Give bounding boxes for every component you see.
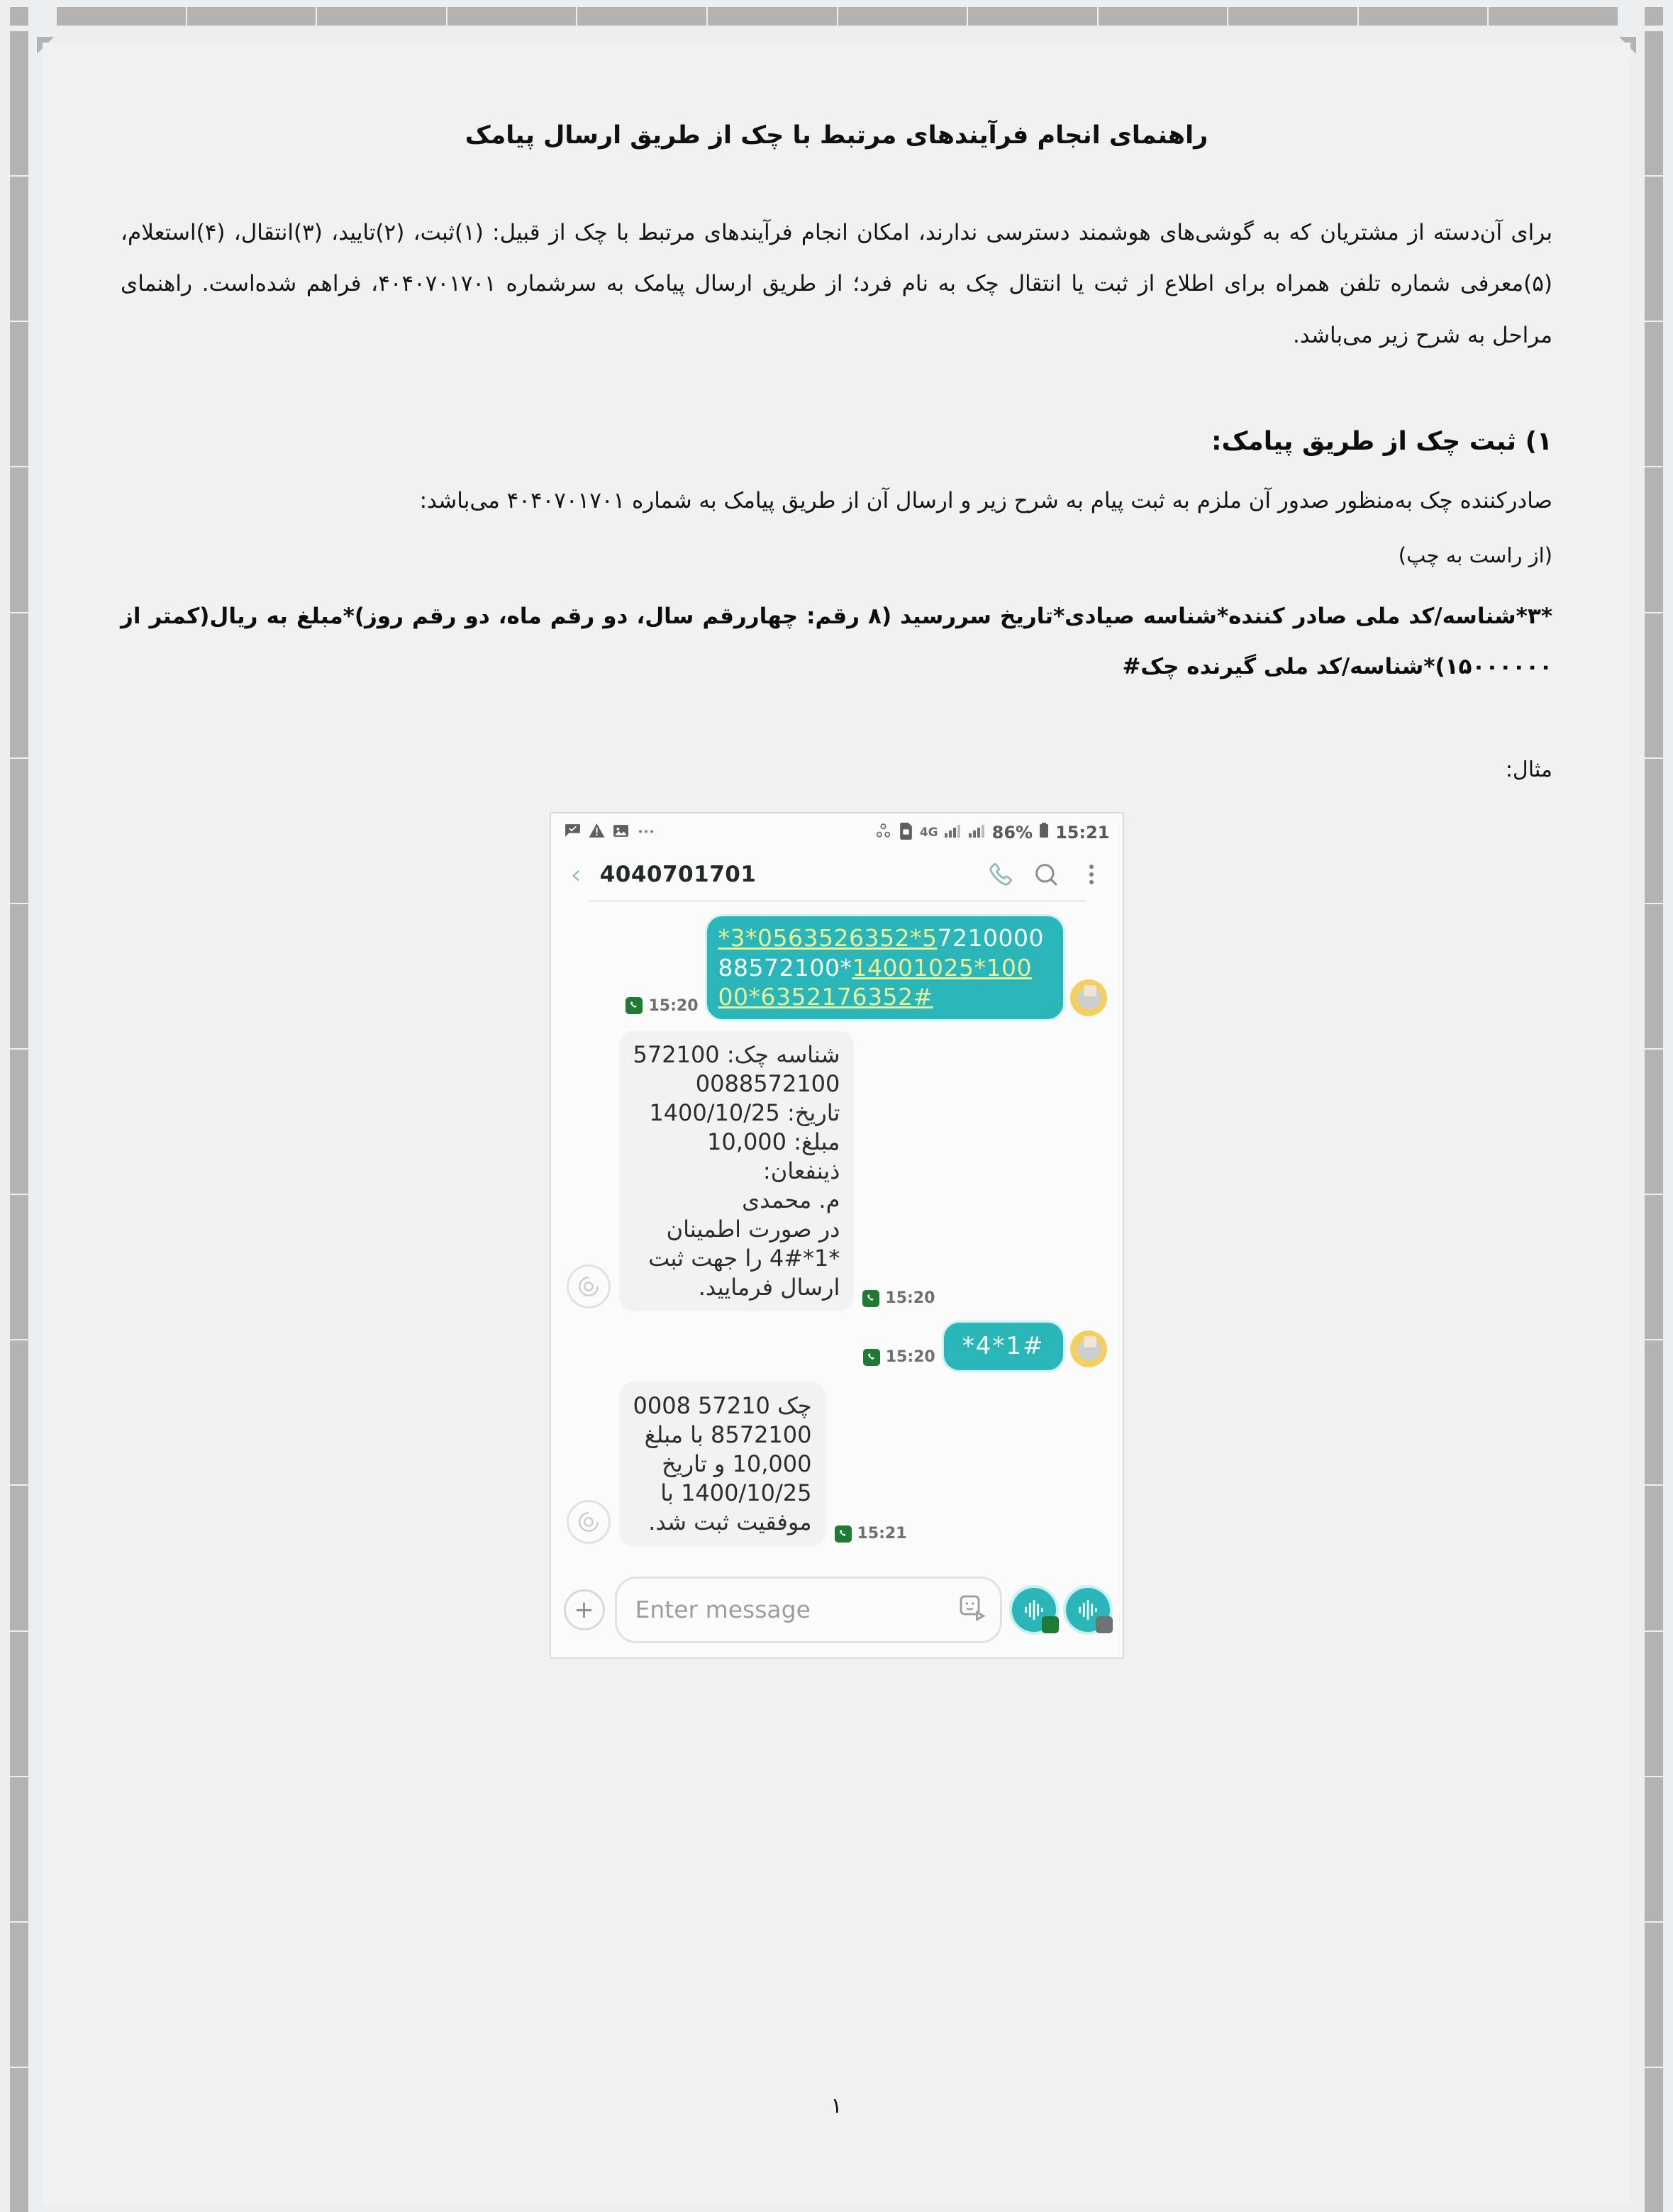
section-1-heading: ۱) ثبت چک از طریق پیامک: — [1211, 427, 1552, 457]
conversation-thread — [551, 909, 1123, 1567]
message-row-received-check-details — [567, 1030, 1107, 1312]
message-line: تاریخ: 1400/10/25 — [649, 1099, 840, 1126]
section-1-paragraph: صادرکننده چک به‌منظور صدور آن ملزم به ثبت پیام به شرح زیر و ارسال آن از طریق پیامک به شماره ۴۰۴۰۷۰۱۷۰۱ می‌باشد: — [419, 487, 1552, 513]
sms-text-part: 00*6352176352# — [718, 983, 933, 1011]
phone-screenshot — [550, 812, 1124, 1659]
message-line: ارسال فرمایید. — [698, 1273, 840, 1301]
conversation-contact-title: 4040701701 — [599, 862, 757, 888]
message-timestamp — [863, 1348, 935, 1366]
message-input-placeholder: Enter message — [635, 1596, 811, 1624]
phone-icon[interactable] — [985, 859, 1016, 890]
timestamp-label: 15:21 — [857, 1525, 907, 1543]
phone-app-bar — [551, 849, 1123, 900]
ruler-top — [55, 7, 1618, 26]
incoming-message-avatar-icon — [567, 1265, 611, 1308]
ruler-left — [10, 30, 28, 2212]
sd-card-icon — [898, 822, 914, 844]
sim2-badge-icon — [1096, 1616, 1113, 1633]
signal-bars-sim1-icon — [944, 822, 962, 843]
sticker-icon[interactable] — [957, 1593, 986, 1627]
image-icon — [612, 822, 630, 844]
page-number: ۱ — [830, 2094, 843, 2118]
message-line: *1*4# را جهت ثبت — [648, 1244, 840, 1272]
message-timestamp — [862, 1289, 935, 1307]
timestamp-label: 15:20 — [885, 1348, 935, 1367]
voice-record-sim2-button[interactable] — [1066, 1588, 1110, 1632]
add-attachment-button[interactable]: + — [564, 1589, 605, 1630]
sim-indicator-icon — [835, 1525, 852, 1543]
more-dots-icon — [636, 822, 657, 844]
ruler-right — [1645, 30, 1663, 2212]
message-timestamp — [626, 997, 698, 1015]
ruler-corner-left — [7, 4, 31, 28]
message-line: 8572100 با مبلغ — [644, 1421, 812, 1449]
message-row-sent-register-request — [567, 916, 1107, 1019]
page-title: راهنمای انجام فرآیندهای مرتبط با چک از طریق ارسال پیامک — [465, 121, 1208, 150]
message-line: مبلغ: 10,000 — [707, 1128, 840, 1155]
intro-paragraph: برای آن‌دسته از مشتریان که به گوشی‌های هوشمند دسترسی ندارند، امکان انجام فرآیندهای مرتبط با چک از قبیل: (۱)ثبت، (۲)تایید، (۳)انتقال، (۴)استعلام، (۵)معرفی شماره تلفن همراه برای اطلاع از ثبت یا انتقال چک به نام فرد؛ از طریق ارسال پیامک به سرشماره ۴۰۴۰۷۰۱۷۰۱، فراهم شده‌است. راهنمای مراحل به شرح زیر می‌باشد. — [121, 219, 1552, 349]
direction-note: (از راست به چپ) — [1398, 543, 1552, 568]
message-line: در صورت اطمینان — [666, 1215, 840, 1243]
sms-text-part: 0* — [824, 953, 852, 982]
ruler-corner-right — [1642, 4, 1666, 28]
avatar — [1070, 1330, 1107, 1367]
battery-percent-label: 86% — [991, 823, 1033, 843]
example-screenshot-wrapper — [550, 812, 1124, 1659]
document-page — [43, 43, 1630, 2205]
sms-text-part: *3*0563526352*5 — [718, 924, 938, 952]
sms-text-part: 72100008857210 — [718, 924, 1044, 982]
app-bar-divider — [588, 900, 1086, 902]
sim-indicator-icon — [862, 1290, 879, 1307]
network-type-label: 4G — [919, 826, 938, 840]
sms-format-spec: *۳*شناسه/کد ملی صادر کننده*شناسه صیادی*تاریخ سررسید (۸ رقم: چهاررقم سال، دو رقم ماه، دو رقم روز)*مبلغ به ریال(کمتر از ۱۵۰۰۰۰۰۰)*شناسه/کد ملی گیرنده چک# — [121, 603, 1552, 679]
message-line: 0088572100 — [695, 1069, 840, 1097]
incoming-message-avatar-icon — [567, 1500, 611, 1544]
message-line: شناسه چک: 572100 — [633, 1040, 840, 1068]
voice-record-sim1-button[interactable] — [1012, 1588, 1056, 1632]
sim-indicator-icon — [863, 1349, 880, 1366]
avatar — [1070, 979, 1107, 1016]
message-composer — [551, 1567, 1123, 1657]
signal-bars-sim2-icon — [968, 822, 986, 843]
search-icon[interactable] — [1030, 859, 1062, 890]
status-clock: 15:21 — [1055, 823, 1110, 843]
message-line: چک 57210 0008 — [633, 1392, 812, 1420]
back-chevron-icon[interactable]: ‹ — [570, 859, 582, 891]
sms-text-part: 14001025*100 — [852, 953, 1032, 982]
timestamp-label: 15:20 — [885, 1289, 935, 1308]
message-line: 10,000 و تاریخ — [662, 1450, 812, 1478]
warning-icon — [588, 822, 606, 844]
bluetooth-share-icon — [874, 822, 892, 844]
message-row-received-success — [567, 1382, 1107, 1547]
message-row-sent-confirm — [567, 1323, 1107, 1370]
message-bubble-received[interactable] — [619, 1030, 855, 1312]
sim1-badge-icon — [1042, 1616, 1059, 1633]
message-timestamp — [835, 1525, 907, 1543]
overflow-menu-icon[interactable] — [1076, 859, 1107, 890]
message-icon — [564, 822, 582, 844]
message-line: م. محمدی — [742, 1186, 840, 1213]
phone-status-bar — [551, 813, 1123, 849]
sim-indicator-icon — [626, 997, 643, 1014]
battery-icon — [1038, 822, 1050, 843]
example-label: مثال: — [1505, 757, 1552, 783]
timestamp-label: 15:20 — [648, 996, 699, 1015]
message-bubble-received[interactable] — [619, 1382, 826, 1547]
message-line: ذینفعان: — [762, 1157, 840, 1184]
message-line: موفقیت ثبت شد. — [648, 1508, 812, 1536]
message-input[interactable] — [615, 1577, 1002, 1643]
message-line: 1400/10/25 با — [660, 1479, 812, 1507]
message-bubble-sent[interactable]: *4*1# — [944, 1323, 1063, 1370]
message-bubble-sent[interactable] — [707, 916, 1063, 1019]
